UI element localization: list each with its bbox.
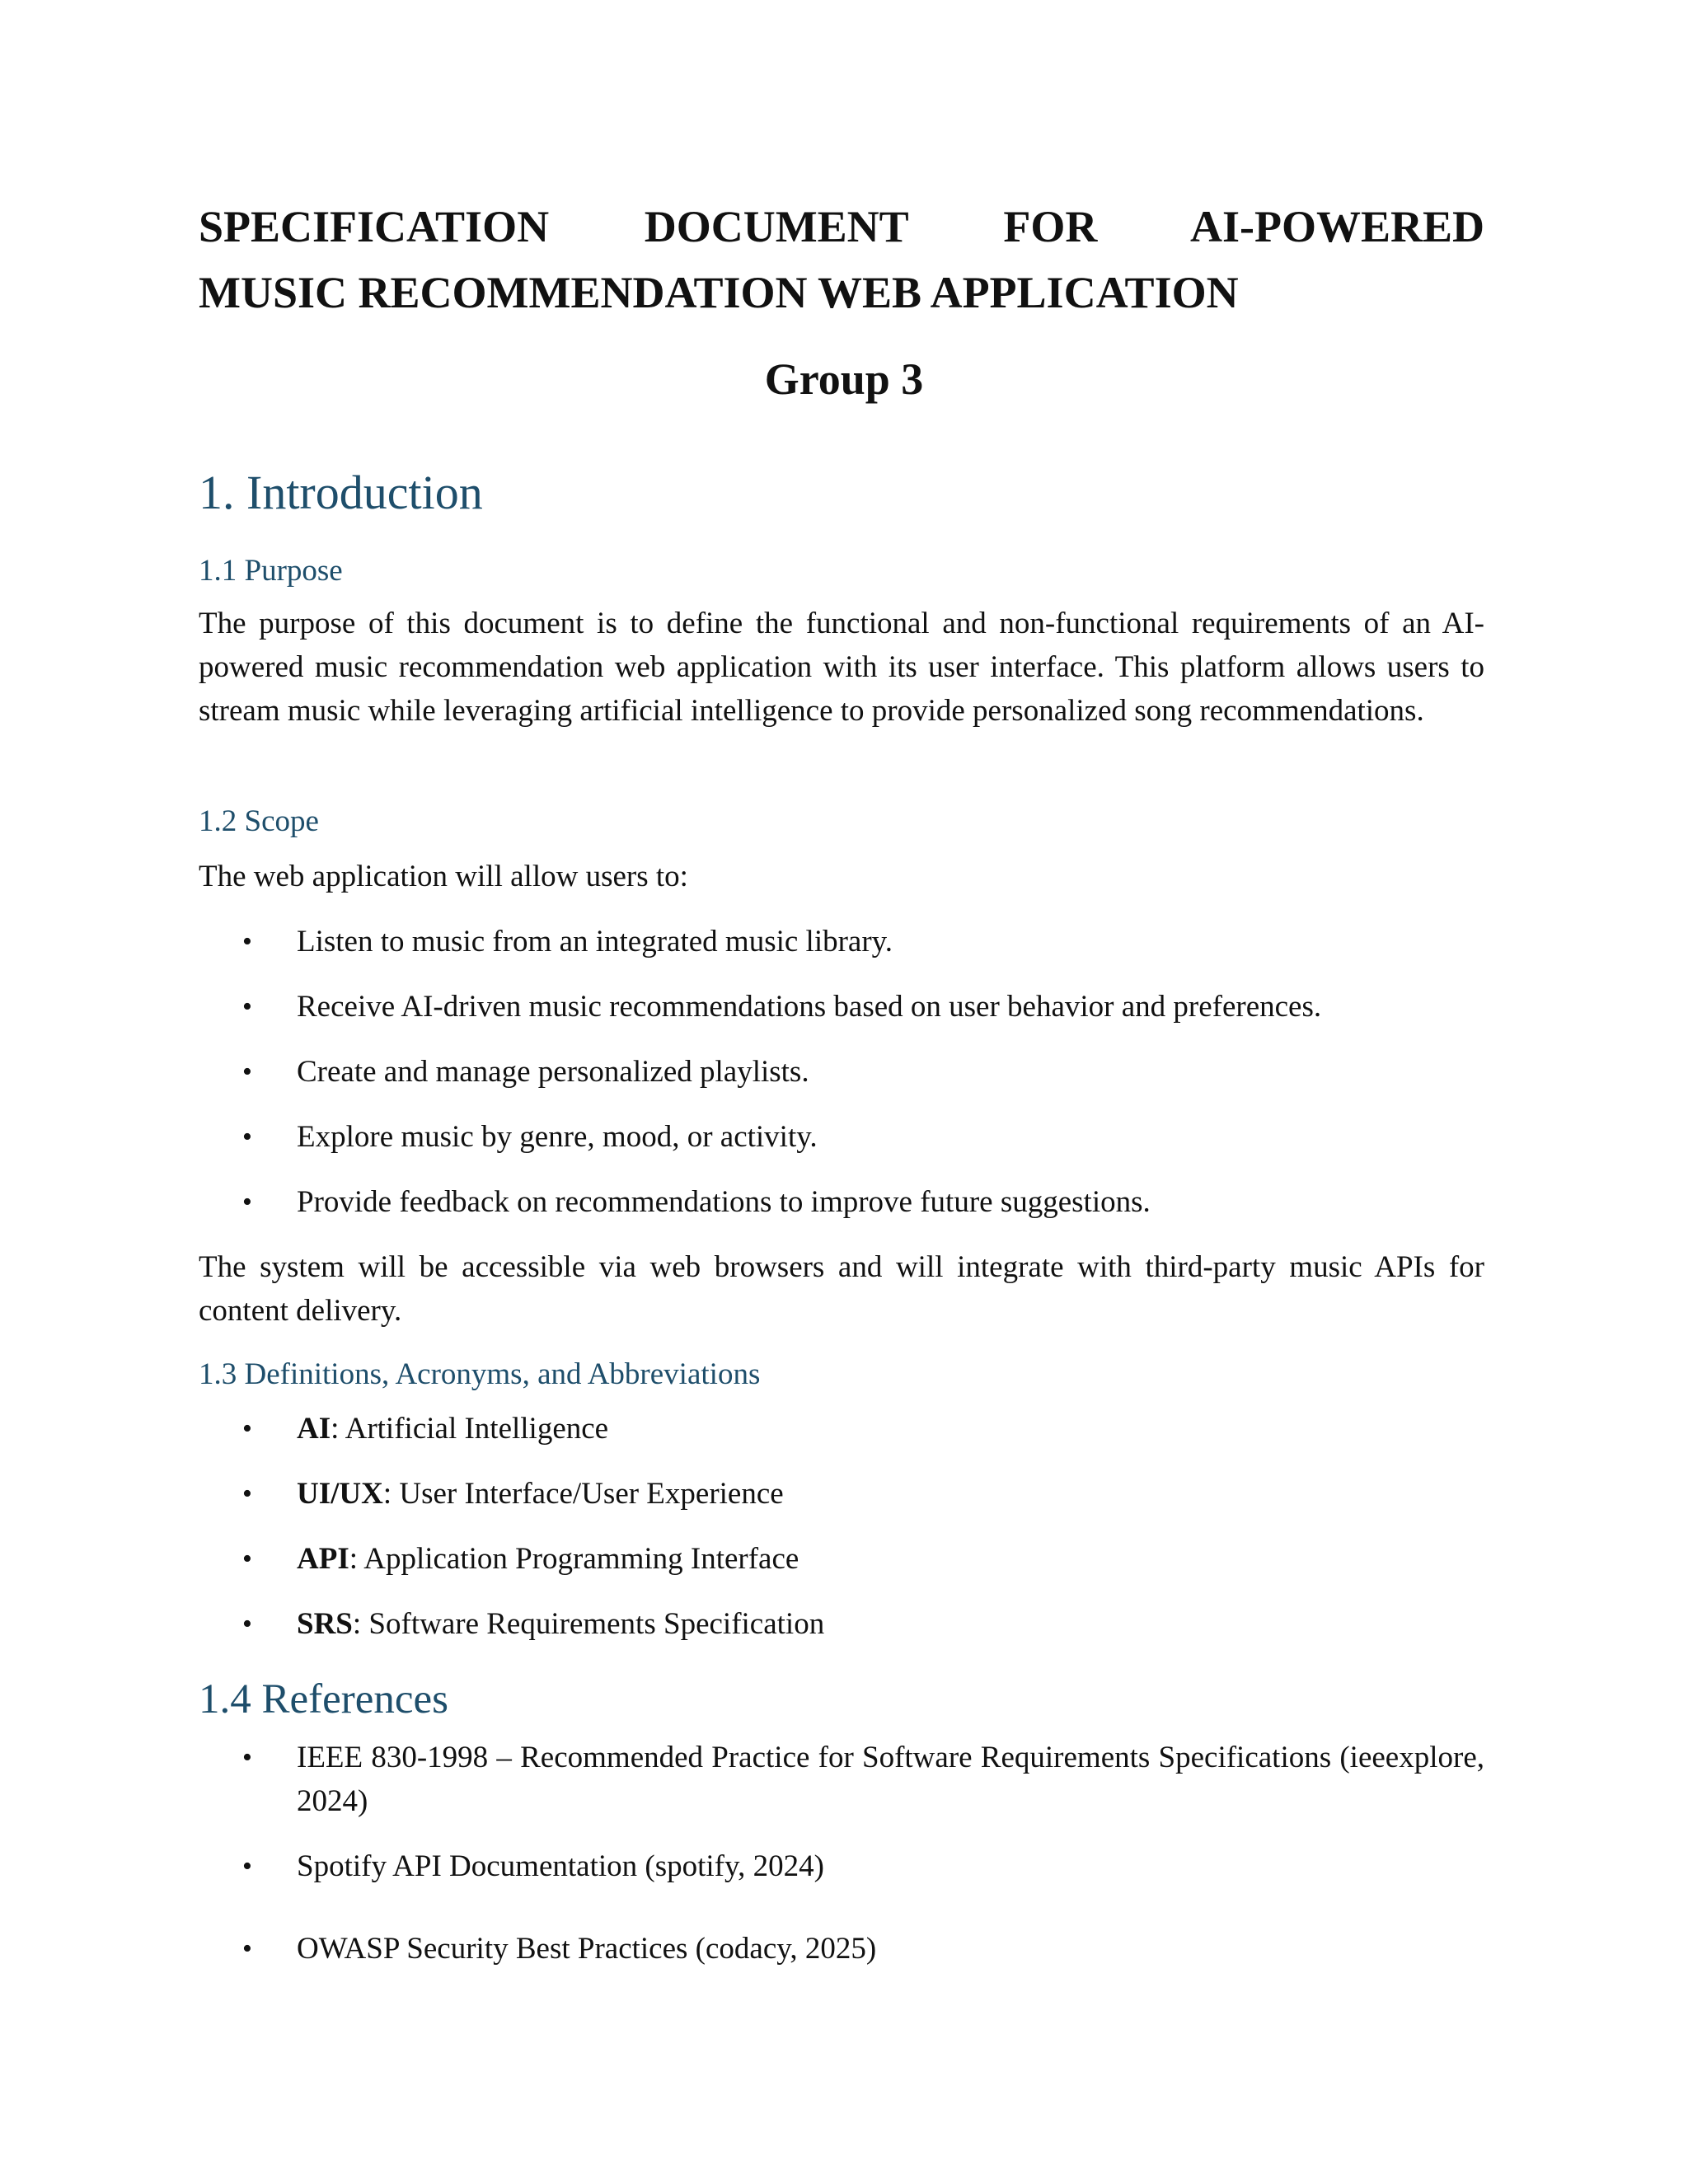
scope-item: Create and manage personalized playlists. bbox=[297, 1055, 809, 1089]
definition-desc: : User Interface/User Experience bbox=[382, 1477, 784, 1511]
definition-desc: : Software Requirements Specification bbox=[352, 1607, 825, 1641]
reference-item: IEEE 830-1998 – Recommended Practice for Software Requirements Specifications (ieeexplore, 2024) bbox=[297, 1741, 1484, 1818]
bullet-icon: • bbox=[242, 1851, 252, 1882]
bullet-icon: • bbox=[242, 1609, 252, 1639]
definition-item bbox=[297, 1602, 1484, 1646]
document-title-line-1: SPECIFICATION DOCUMENT FOR AI-POWERED bbox=[199, 202, 1484, 251]
subsection-heading-references: 1.4 References bbox=[199, 1676, 449, 1722]
definition-item bbox=[297, 1472, 1484, 1516]
subsection-heading-purpose: 1.1 Purpose bbox=[199, 554, 343, 588]
section-heading-introduction: 1. Introduction bbox=[199, 466, 483, 519]
purpose-paragraph: The purpose of this document is to define the functional and non-functional requirements of an AI-powered music recommendation web application with its user interface. This platform allows users to stream music while leveraging artificial intelligence to provide personalized song recommendations. bbox=[199, 607, 1484, 728]
scope-item: Listen to music from an integrated music library. bbox=[297, 925, 893, 958]
scope-outro-paragraph: The system will be accessible via web browsers and will integrate with third-party music APIs for content delivery. bbox=[199, 1250, 1484, 1328]
scope-intro: The web application will allow users to: bbox=[199, 860, 688, 893]
subsection-heading-scope: 1.2 Scope bbox=[199, 804, 319, 838]
scope-item: Provide feedback on recommendations to improve future suggestions. bbox=[297, 1185, 1151, 1219]
definition-item bbox=[297, 1407, 1484, 1451]
bullet-icon: • bbox=[242, 991, 252, 1022]
scope-item: Explore music by genre, mood, or activity. bbox=[297, 1120, 818, 1154]
bullet-icon: • bbox=[242, 1933, 252, 1964]
bullet-icon: • bbox=[242, 1544, 252, 1574]
document-title-line-2: MUSIC RECOMMENDATION WEB APPLICATION bbox=[199, 268, 1239, 317]
bullet-icon: • bbox=[242, 1057, 252, 1087]
bullet-icon: • bbox=[242, 1479, 252, 1509]
definition-desc: : Artificial Intelligence bbox=[331, 1412, 609, 1446]
bullet-icon: • bbox=[242, 1122, 252, 1152]
bullet-icon: • bbox=[242, 1187, 252, 1217]
bullet-icon: • bbox=[242, 1413, 252, 1444]
definition-term: UI/UX bbox=[297, 1477, 383, 1511]
definition-term: SRS bbox=[297, 1607, 353, 1641]
definition-desc: : Application Programming Interface bbox=[349, 1542, 799, 1576]
definition-term: AI bbox=[297, 1412, 331, 1446]
reference-item: OWASP Security Best Practices (codacy, 2025) bbox=[297, 1932, 877, 1966]
definition-item bbox=[297, 1537, 1484, 1581]
subsection-heading-definitions: 1.3 Definitions, Acronyms, and Abbreviations bbox=[199, 1357, 761, 1391]
scope-item: Receive AI-driven music recommendations based on user behavior and preferences. bbox=[297, 990, 1322, 1024]
reference-item: Spotify API Documentation (spotify, 2024) bbox=[297, 1849, 824, 1883]
bullet-icon: • bbox=[242, 1742, 252, 1773]
group-label: Group 3 bbox=[764, 354, 924, 404]
bullet-icon: • bbox=[242, 926, 252, 957]
definition-term: API bbox=[297, 1542, 349, 1576]
